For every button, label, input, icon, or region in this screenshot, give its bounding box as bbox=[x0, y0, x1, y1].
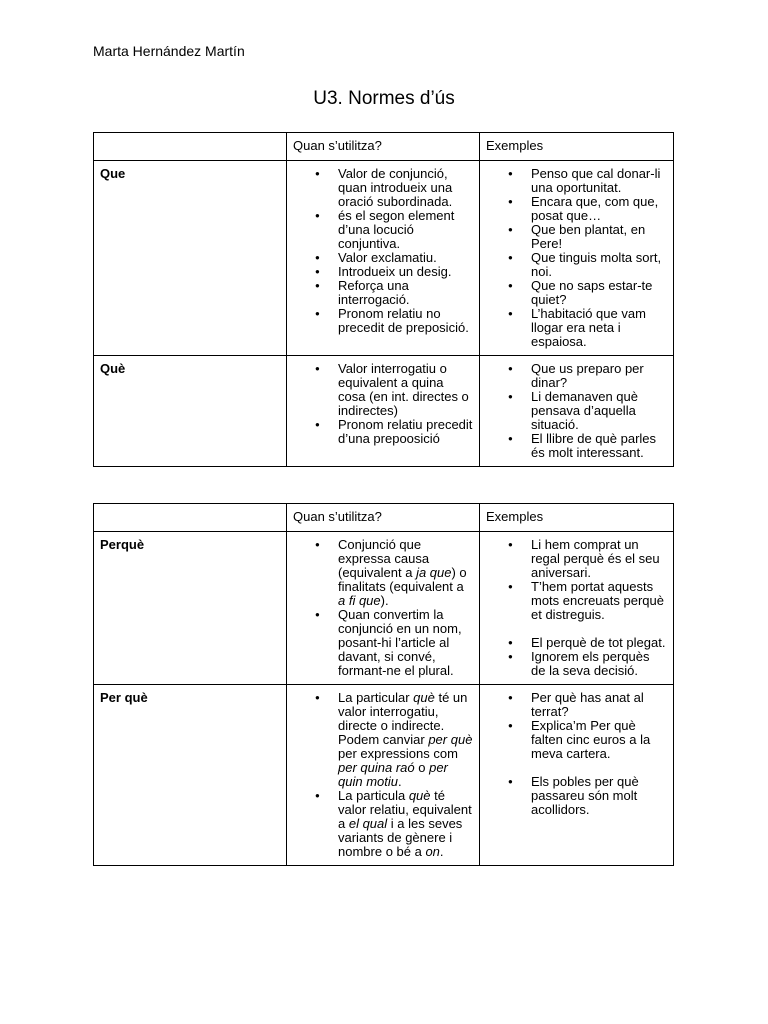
term-cell bbox=[94, 685, 287, 866]
usage-table-que bbox=[93, 132, 674, 467]
list-item: ● Valor interrogatiu o equivalent a quina cosa (en int. directes o indirectes) bbox=[338, 362, 473, 418]
italic-run: què bbox=[413, 690, 435, 705]
italic-run: per què bbox=[428, 732, 473, 747]
usage-table-perque bbox=[93, 503, 674, 866]
italic-run: què bbox=[408, 788, 431, 803]
term-label: Perquè bbox=[100, 537, 145, 552]
term-label: Que bbox=[100, 166, 126, 181]
header-cell-examples: Exemples bbox=[480, 133, 674, 161]
text-run: La particular bbox=[338, 690, 414, 705]
text-run: o bbox=[414, 760, 430, 775]
list-item bbox=[338, 789, 473, 859]
table-row bbox=[94, 161, 674, 356]
table-row bbox=[94, 532, 674, 685]
text-run: La particula bbox=[338, 788, 409, 803]
italic-run: ja que bbox=[416, 565, 452, 580]
text-run: . bbox=[439, 844, 444, 859]
examples-list bbox=[486, 167, 667, 349]
list-item: ● Els pobles per què passareu són molt acollidors. bbox=[531, 775, 667, 817]
list-item: ● Introdueix un desig. bbox=[338, 265, 473, 279]
list-item: ● Reforça una interrogació. bbox=[338, 279, 473, 307]
usage-list bbox=[293, 538, 473, 678]
page-title: U3. Normes d’ús bbox=[313, 88, 455, 109]
usage-cell bbox=[287, 161, 480, 356]
list-item: ● Per què has anat al terrat? bbox=[531, 691, 667, 719]
usage-list bbox=[293, 362, 473, 446]
list-item: ● Quan convertim la conjunció en un nom, posant-hi l’article al davant, si convé, formant-ne el plural. bbox=[338, 608, 473, 678]
table-row bbox=[94, 685, 674, 866]
text-run: ) o finalitats (equivalent a bbox=[338, 565, 467, 594]
examples-list bbox=[486, 538, 667, 622]
term-cell bbox=[94, 532, 287, 685]
list-item: ● Que ben plantat, en Pere! bbox=[531, 223, 667, 251]
spacer bbox=[486, 622, 667, 636]
header-cell-usage: Quan s’utilitza? bbox=[287, 133, 480, 161]
text-run: té un valor interrogatiu, directe o indirecte. Podem canviar bbox=[338, 690, 468, 747]
examples-list bbox=[486, 636, 667, 678]
list-item: ● El llibre de què parles és molt interessant. bbox=[531, 432, 667, 460]
list-item: ● Pronom relatiu precedit d’una prepoosició bbox=[338, 418, 473, 446]
text-run: Conjunció que expressa causa (equivalent a bbox=[338, 537, 430, 580]
list-item: ● L’habitació que vam llogar era neta i espaiosa. bbox=[531, 307, 667, 349]
list-item bbox=[338, 538, 473, 608]
list-item: ● Que no saps estar-te quiet? bbox=[531, 279, 667, 307]
list-item bbox=[338, 691, 473, 789]
text-run: té valor relatiu, equivalent a bbox=[338, 788, 472, 831]
text-run: per expressions com bbox=[338, 746, 458, 761]
list-item: ● és el segon element d’una locució conjuntiva. bbox=[338, 209, 473, 251]
list-item: ● Li hem comprat un regal perquè és el seu aniversari. bbox=[531, 538, 667, 580]
text-run: i a les seves variants de gènere i nombre o bé a bbox=[338, 816, 463, 859]
usage-cell bbox=[287, 356, 480, 467]
term-label: Per què bbox=[100, 690, 148, 705]
table-row bbox=[94, 356, 674, 467]
examples-cell bbox=[480, 685, 674, 866]
usage-list bbox=[293, 167, 473, 335]
list-item: ● Li demanaven què pensava d’aquella situació. bbox=[531, 390, 667, 432]
term-label: Què bbox=[100, 361, 126, 376]
list-item: ● Explica’m Per què falten cinc euros a la meva cartera. bbox=[531, 719, 667, 761]
term-cell bbox=[94, 161, 287, 356]
italic-run: on bbox=[425, 844, 440, 859]
header-cell-examples: Exemples bbox=[480, 504, 674, 532]
list-item: ● Valor exclamatiu. bbox=[338, 251, 473, 265]
list-item: ● Encara que, com que, posat que… bbox=[531, 195, 667, 223]
examples-list bbox=[486, 362, 667, 460]
text-run: . bbox=[397, 774, 402, 789]
header-cell-empty bbox=[94, 504, 287, 532]
list-item: ● Que us preparo per dinar? bbox=[531, 362, 667, 390]
table-header-row bbox=[94, 504, 674, 532]
examples-list bbox=[486, 775, 667, 817]
italic-run: a fi que bbox=[338, 593, 381, 608]
list-item: ● Valor de conjunció, quan introdueix una oració subordinada. bbox=[338, 167, 473, 209]
spacer bbox=[486, 761, 667, 775]
term-cell bbox=[94, 356, 287, 467]
header-cell-usage: Quan s’utilitza? bbox=[287, 504, 480, 532]
examples-cell bbox=[480, 356, 674, 467]
text-run: ). bbox=[380, 593, 389, 608]
header-cell-empty bbox=[94, 133, 287, 161]
examples-cell bbox=[480, 532, 674, 685]
usage-list bbox=[293, 691, 473, 859]
italic-run: per quin motiu bbox=[338, 760, 448, 789]
list-item: ● T’hem portat aquests mots encreuats perquè et distreguis. bbox=[531, 580, 667, 622]
list-item: ● Ignorem els perquès de la seva decisió. bbox=[531, 650, 667, 678]
table-header-row bbox=[94, 133, 674, 161]
list-item: ● Penso que cal donar-li una oportunitat. bbox=[531, 167, 667, 195]
italic-run: el qual bbox=[348, 816, 388, 831]
italic-run: per quina raó bbox=[338, 760, 415, 775]
list-item: ● Que tinguis molta sort, noi. bbox=[531, 251, 667, 279]
list-item: ● El perquè de tot plegat. bbox=[531, 636, 667, 650]
usage-cell bbox=[287, 532, 480, 685]
examples-list bbox=[486, 691, 667, 761]
usage-cell bbox=[287, 685, 480, 866]
examples-cell bbox=[480, 161, 674, 356]
list-item: ● Pronom relatiu no precedit de preposició. bbox=[338, 307, 473, 335]
author-name: Marta Hernández Martín bbox=[93, 43, 245, 59]
